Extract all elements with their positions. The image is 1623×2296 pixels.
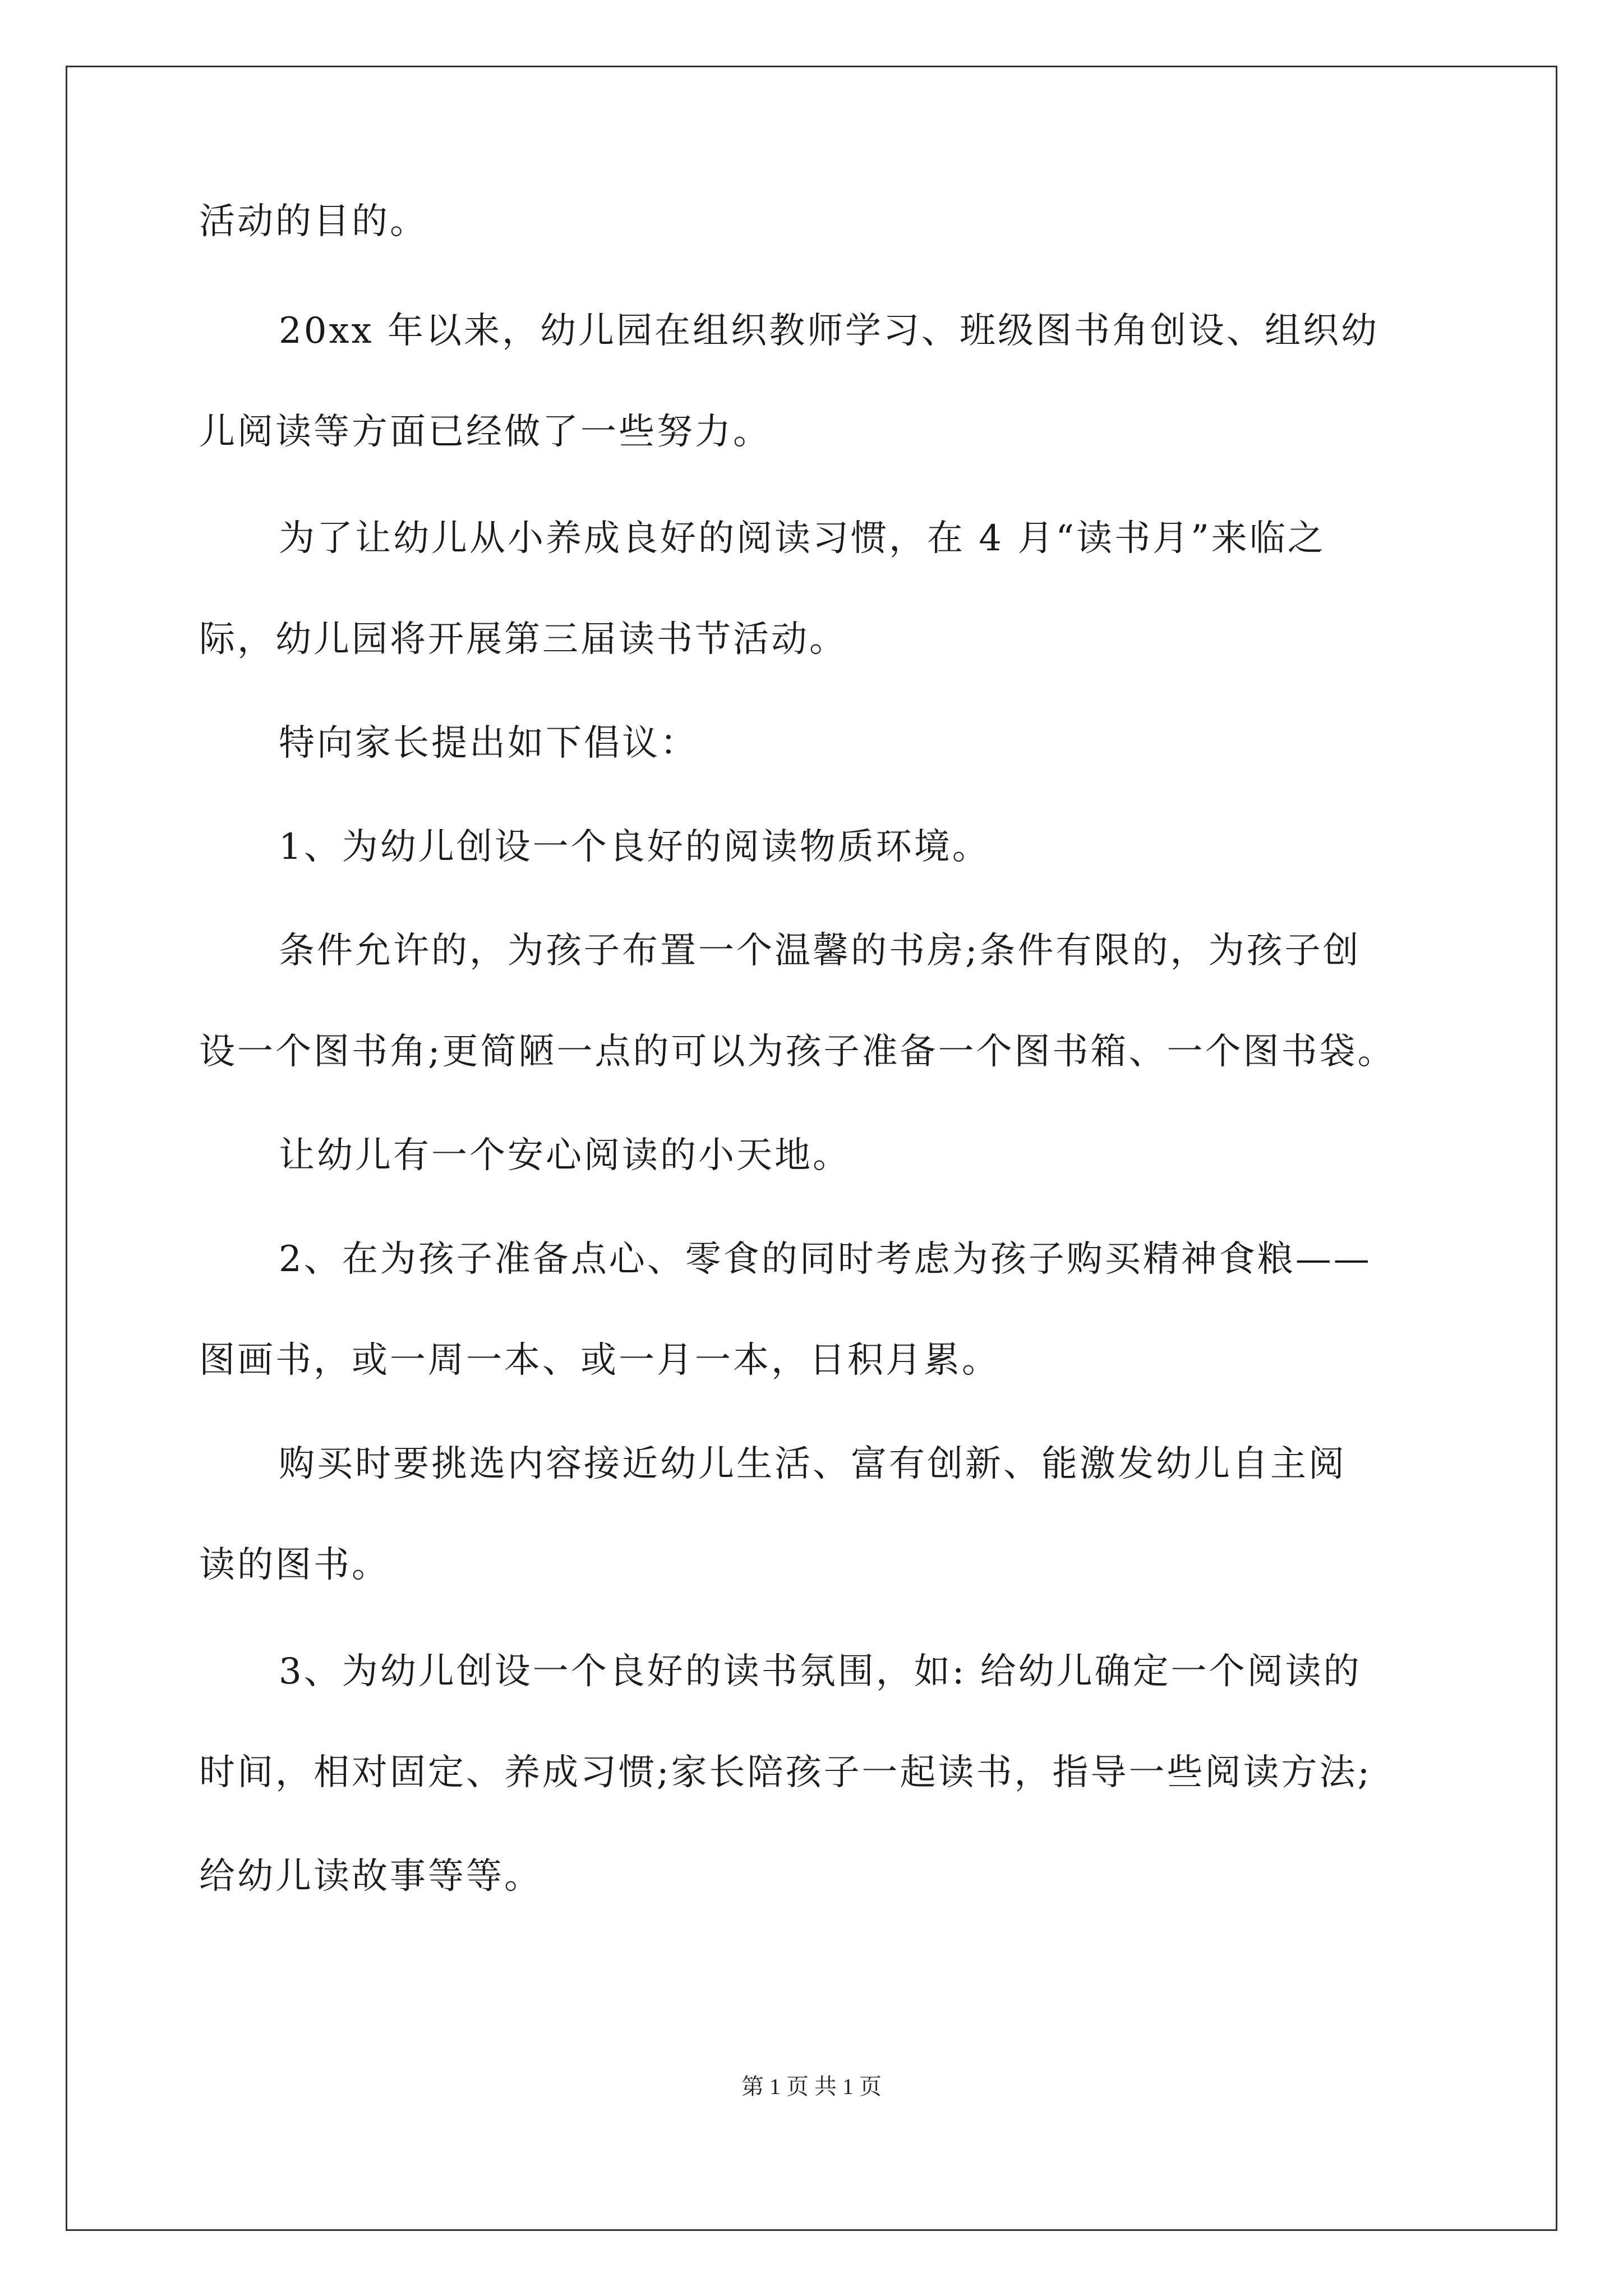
text-line: 2、在为孩子准备点心、零食的同时考虑为孩子购买精神食粮—— [279, 1239, 1372, 1280]
text-line: 购买时要挑选内容接近幼儿生活、富有创新、能激发幼儿自主阅 [279, 1443, 1347, 1485]
text-line: 1、为幼儿创设一个良好的阅读物质环境。 [279, 826, 990, 868]
text-line: 读的图书。 [199, 1544, 390, 1586]
text-line: 3、为幼儿创设一个良好的读书氛围，如: 给幼儿确定一个阅读的 [279, 1651, 1362, 1692]
text-line: 时间，相对固定、养成习惯;家长陪孩子一起读书，指导一些阅读方法; [199, 1752, 1372, 1793]
text-line: 让幼儿有一个安心阅读的小天地。 [279, 1135, 851, 1176]
text-line: 20xx 年以来，幼儿园在组织教师学习、班级图书角创设、组织幼 [279, 310, 1379, 352]
text-line: 儿阅读等方面已经做了一些努力。 [199, 411, 771, 453]
page-number-footer: 第 1 页 共 1 页 [741, 2074, 882, 2099]
text-line: 条件允许的，为孩子布置一个温馨的书房;条件有限的，为孩子创 [279, 930, 1361, 972]
text-line: 际，幼儿园将开展第三届读书节活动。 [199, 619, 847, 660]
text-line: 为了让幼儿从小养成良好的阅读习惯，在 4 月“读书月”来临之 [279, 518, 1326, 559]
text-line: 设一个图书角;更简陋一点的可以为孩子准备一个图书箱、一个图书袋。 [199, 1031, 1396, 1073]
text-line: 给幼儿读故事等等。 [199, 1856, 542, 1897]
text-line: 图画书，或一周一本、或一月一本，日积月累。 [199, 1340, 1000, 1381]
text-line: 活动的目的。 [199, 201, 428, 242]
text-line: 特向家长提出如下倡议： [279, 723, 698, 764]
